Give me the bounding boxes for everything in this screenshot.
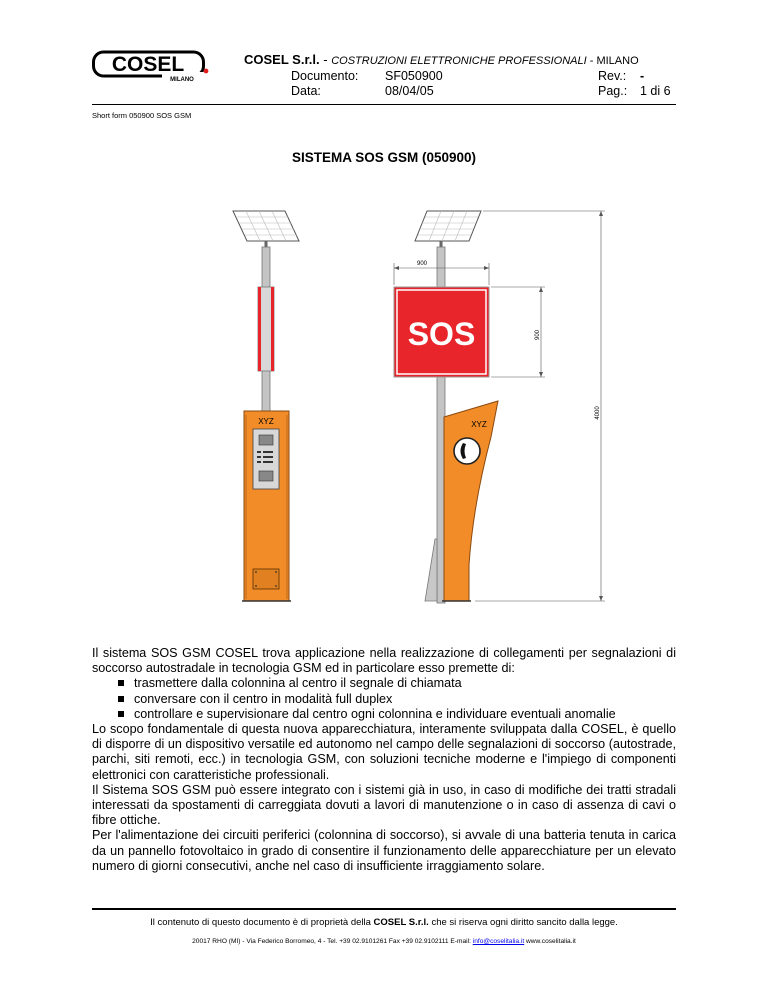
doc-value: SF050900 [385,69,443,83]
company-name: COSEL S.r.l. [244,52,320,67]
feature-list [92,676,676,722]
footer-copyright: Il contenuto di questo documento è di proprietà della COSEL S.r.l. che si riserva ogni diritto sancito dalla legge. [150,917,618,928]
paragraph-power: Per l'alimentazione dei circuiti periferici (colonnina di soccorso), si avvale di una batteria tenuta in carica da un pannello fotovoltaico in grado di consentire il funzionamento delle apparecchiature per un elevato numero di giorni consecutivi, anche nel caso di insufficiente irraggiamento solare. [92,828,676,873]
box-label-side: XYZ [471,420,487,429]
short-form-label: Short form 050900 SOS GSM [92,111,192,120]
footer-divider [92,908,676,910]
intro-paragraph: Il sistema SOS GSM COSEL trova applicazione nella realizzazione di collegamenti per segnalazioni di soccorso autostradale in tecnologia GSM ed in particolare esso premette di: [92,646,676,676]
body-text [92,646,676,874]
product-illustration [215,205,635,605]
list-item: trasmettere dalla colonnina al centro il segnale di chiamata [92,676,676,691]
sos-sign-text: SOS [407,316,476,352]
box-label-front: XYZ [258,417,274,426]
column-front-view [233,211,299,601]
dimension-height: 900 [535,329,541,341]
company-desc: COSTRUZIONI ELETTRONICHE PROFESSIONALI [331,55,587,67]
paragraph-integration: Il Sistema SOS GSM può essere integrato con i sistemi già in uso, in caso di modifiche dei tratti stradali interessati da spostamenti di carreggiata dovuti a lavori di manutenzione o in caso di assenza di cavi o fibre ottiche. [92,782,676,828]
date-value: 08/04/05 [385,84,434,98]
company-logo [92,46,210,84]
paragraph-purpose: Lo scopo fondamentale di questa nuova apparecchiatura, interamente sviluppata dalla COSEL, è quello di disporre di un dispositivo versatile ed autonomo nel campo delle segnalazioni di soccorso (autostrade, parchi, siti remoti, ecc.) in tecnologia GSM, con soluzioni tecniche moderne e l'impiego di componenti elettronici con caratteristiche professionali. [92,722,676,782]
page-value: 1 di 6 [640,84,671,98]
company-city: - MILANO [586,55,639,67]
company-line [244,52,639,67]
company-sep: - [319,52,332,67]
bullet-square-icon [118,680,124,686]
column-side-view [394,211,605,603]
page-label: Pag.: [598,84,628,98]
email-link[interactable]: info@coselitalia.it [472,938,525,945]
rev-label: Rev.: [598,69,627,83]
dimension-total: 4000 [595,406,601,420]
dimension-width: 900 [416,261,428,267]
doc-label: Documento: [291,69,359,83]
bullet-square-icon [118,696,124,702]
page-title: SISTEMA SOS GSM (050900) [291,150,477,165]
list-item: conversare con il centro in modalità full duplex [92,692,676,707]
footer-contact: 20017 RHO (MI) - Via Federico Borromeo, 4 - Tel. +39 02.9101261 Fax +39 02.9102111 E-mail: info@coselitalia.it www.coselitalia.it [192,938,576,945]
date-label: Data: [291,84,321,98]
logo-sub: MILANO [170,77,194,83]
list-item: controllare e supervisionare dal centro ogni colonnina e individuare eventuali anomalie [92,707,676,722]
header-divider [92,104,676,105]
rev-value: - [640,69,645,83]
logo-text: COSEL [111,53,185,76]
bullet-square-icon [118,711,124,717]
